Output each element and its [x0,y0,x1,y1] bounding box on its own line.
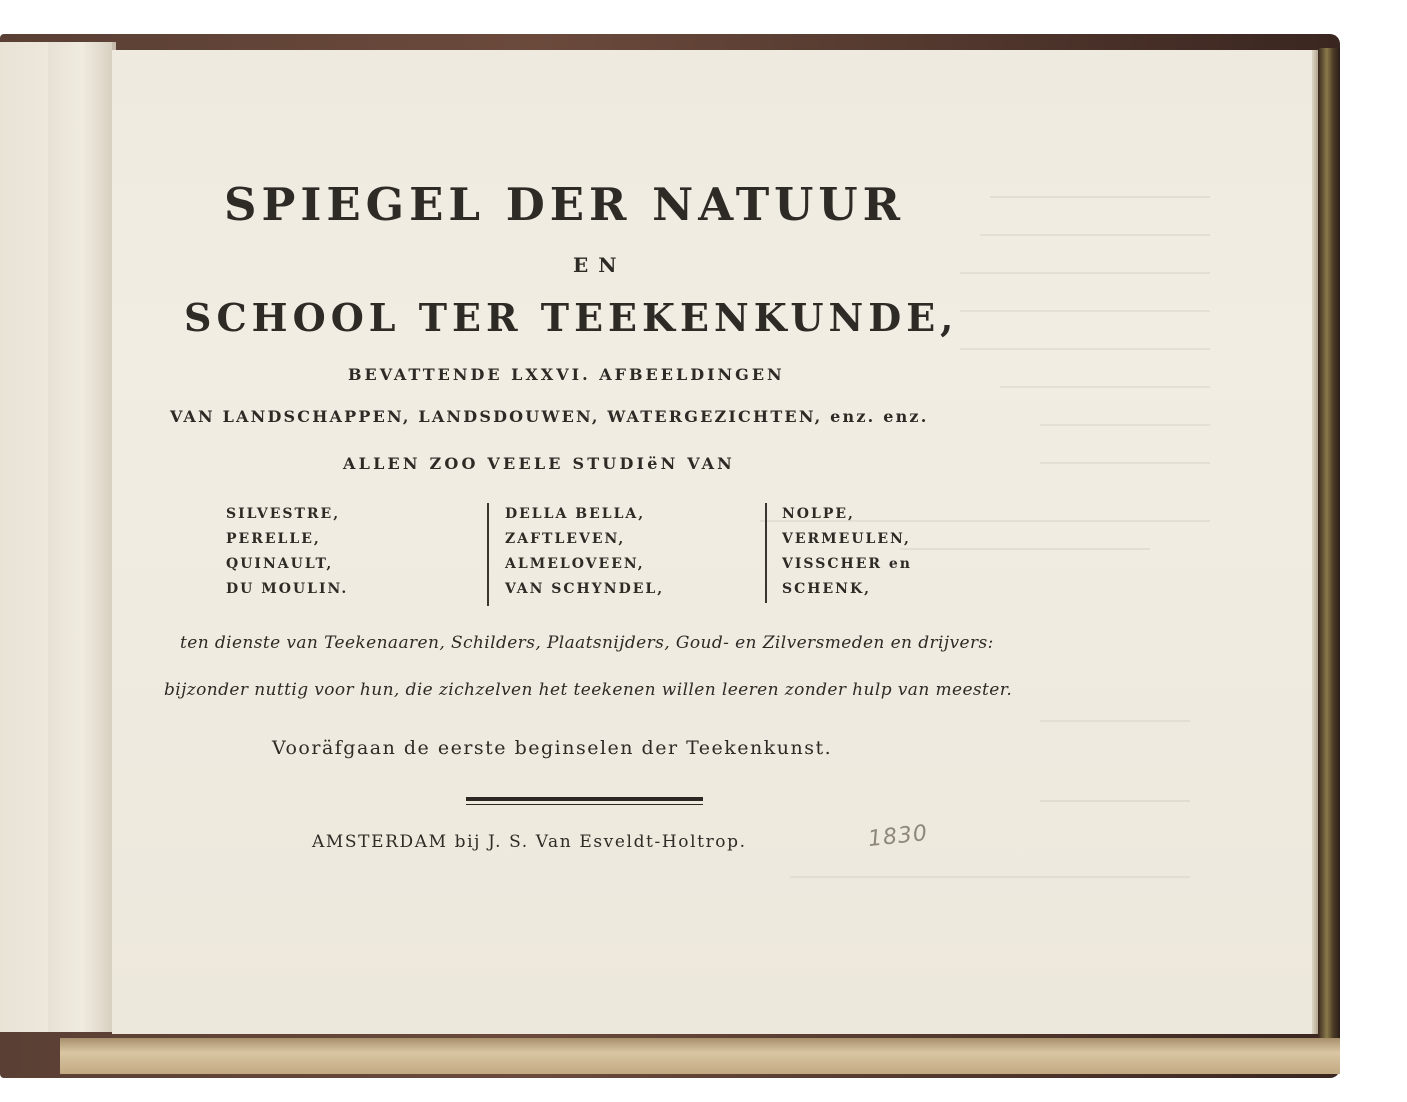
ornamental-rule-thin [466,804,703,805]
artist-name: VISSCHER en [782,556,912,572]
artist-column-2 [505,502,664,602]
page-title: SPIEGEL DER NATUUR [224,178,906,231]
artist-name: SCHENK, [782,581,871,597]
artist-name: ZAFTLEVEN, [505,531,626,547]
show-through-line [960,348,1210,350]
show-through-line [960,272,1210,274]
page-subtitle: SCHOOL TER TEEKENKUNDE, [184,295,959,340]
artist-name: VERMEULEN, [782,531,911,547]
book-gutter [48,42,116,1032]
handwritten-year: 1830 [866,820,930,853]
show-through-line [1040,424,1210,426]
show-through-line [980,234,1210,236]
cover-bottom-edge [60,1038,1340,1074]
show-through-line [1000,386,1210,388]
show-through-line [1040,720,1190,722]
column-divider [765,503,767,603]
artist-name: ALMELOVEEN, [505,556,645,572]
artist-name: VAN SCHYNDEL, [505,581,665,597]
studies-line: ALLEN ZOO VEELE STUDIëN VAN [343,454,736,473]
show-through-line [990,196,1210,198]
artist-name: NOLPE, [782,506,855,522]
show-through-line [790,876,1190,878]
show-through-line [1040,800,1190,802]
show-through-line [1040,462,1210,464]
title-conjunction: EN [573,253,627,277]
dedication-line: ten dienste van Teekenaaren, Schilders, Plaatsnijders, Goud- en Zilversmeden en drijvers: [180,633,994,653]
artist-column-3 [782,502,912,602]
column-divider [487,503,489,606]
preface-note: Vooräfgaan de eerste beginselen der Teekenkunst. [272,737,833,759]
ornamental-rule [466,797,703,801]
artist-name: PERELLE, [226,531,321,547]
artist-column-1 [226,502,348,602]
publisher-imprint: AMSTERDAM bij J. S. Van Esveldt-Holtrop. [312,832,747,852]
marbled-cover-edge [1318,48,1340,1058]
artist-name: DELLA BELLA, [505,506,646,522]
artist-name: DU MOULIN. [226,581,349,597]
subjects-line: VAN LANDSCHAPPEN, LANDSDOUWEN, WATERGEZICHTEN, enz. enz. [170,407,929,426]
artist-name: SILVESTRE, [226,506,341,522]
usefulness-line: bijzonder nuttig voor hun, die zichzelven het teekenen willen leeren zonder hulp van meester. [164,680,1013,700]
contents-line: BEVATTENDE LXXVI. AFBEELDINGEN [348,365,785,384]
artist-name: QUINAULT, [226,556,334,572]
show-through-line [960,310,1210,312]
show-through-line [900,548,1150,550]
